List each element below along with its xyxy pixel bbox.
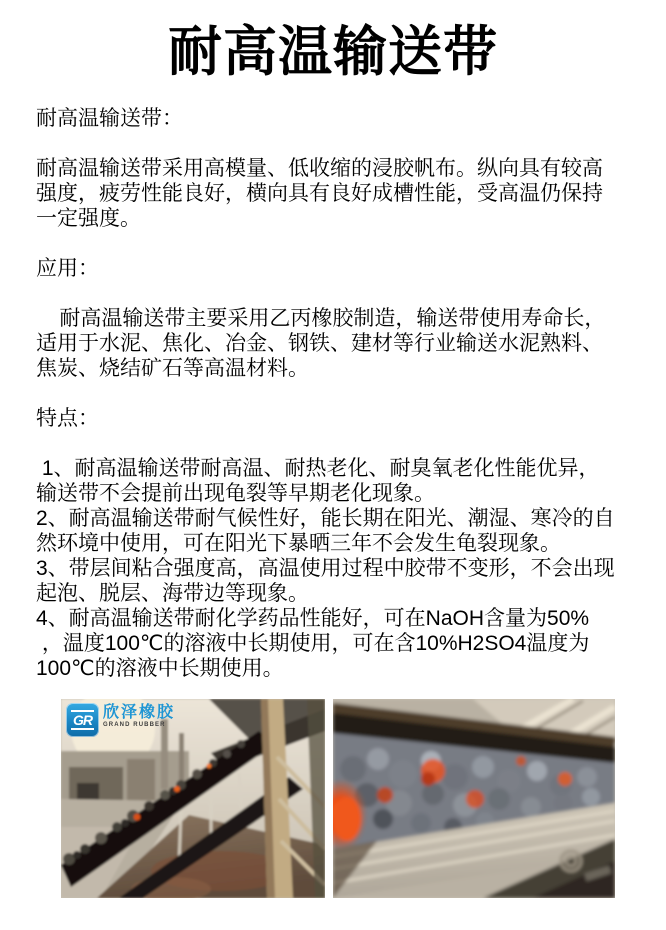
- brand-monogram: GR: [73, 712, 92, 728]
- brand-name-en: GRAND RUBBER: [103, 722, 166, 728]
- photo-conveyor-site: [61, 699, 325, 898]
- feature-line: 起泡、脱层、海带边等现象。: [36, 582, 309, 605]
- application-line: 焦炭、烧结矿石等高温材料。: [36, 357, 309, 380]
- features-list: [36, 456, 636, 681]
- intro-line: 耐高温输送带采用高模量、低收缩的浸胶帆布。纵向具有较高: [36, 157, 603, 180]
- feature-line: 然环境中使用，可在阳光下暴晒三年不会发生龟裂现象。: [36, 532, 561, 555]
- feature-line: 1、耐高温输送带耐高温、耐热老化、耐臭氧老化性能优异，: [36, 457, 600, 480]
- feature-line: 3、带层间粘合强度高，高温使用过程中胶带不变形，不会出现: [36, 557, 615, 580]
- photo-row: [61, 699, 615, 898]
- intro-line: 强度，疲劳性能良好，横向具有良好成槽性能，受高温仍保持: [36, 182, 603, 205]
- brand-logo-text: [103, 703, 175, 729]
- intro-line: 一定强度。: [36, 207, 141, 230]
- feature-line: 2、耐高温输送带耐气候性好，能长期在阳光、潮湿、寒冷的自: [36, 507, 615, 530]
- application-line: 适用于水泥、焦化、冶金、钢铁、建材等行业输送水泥熟料、: [36, 332, 603, 355]
- application-line: 耐高温输送带主要采用乙丙橡胶制造，输送带使用寿命长，: [36, 307, 606, 330]
- feature-line: 输送带不会提前出现龟裂等早期老化现象。: [36, 482, 435, 505]
- feature-line: ，温度100℃的溶液中长期使用，可在含10%H2SO4温度为: [36, 632, 590, 655]
- features-heading: 特点：: [36, 407, 99, 430]
- application-paragraph: [36, 306, 636, 381]
- application-heading: 应用：: [36, 257, 99, 280]
- photo-hot-material-closeup: [333, 699, 615, 898]
- brand-watermark: [66, 703, 175, 737]
- brand-name-cn: 欣泽橡胶: [103, 704, 176, 721]
- feature-line: 100℃的溶液中长期使用。: [36, 657, 284, 680]
- page-title: 耐高温输送带: [168, 22, 498, 82]
- feature-line: 4、耐高温输送带耐化学药品性能好，可在NaOH含量为50%: [36, 607, 590, 630]
- brand-logo-icon: [66, 703, 99, 737]
- hot-material-illustration: [333, 699, 615, 898]
- article-body: [0, 90, 666, 681]
- intro-paragraph: [36, 156, 636, 231]
- intro-heading: 耐高温输送带：: [36, 107, 183, 130]
